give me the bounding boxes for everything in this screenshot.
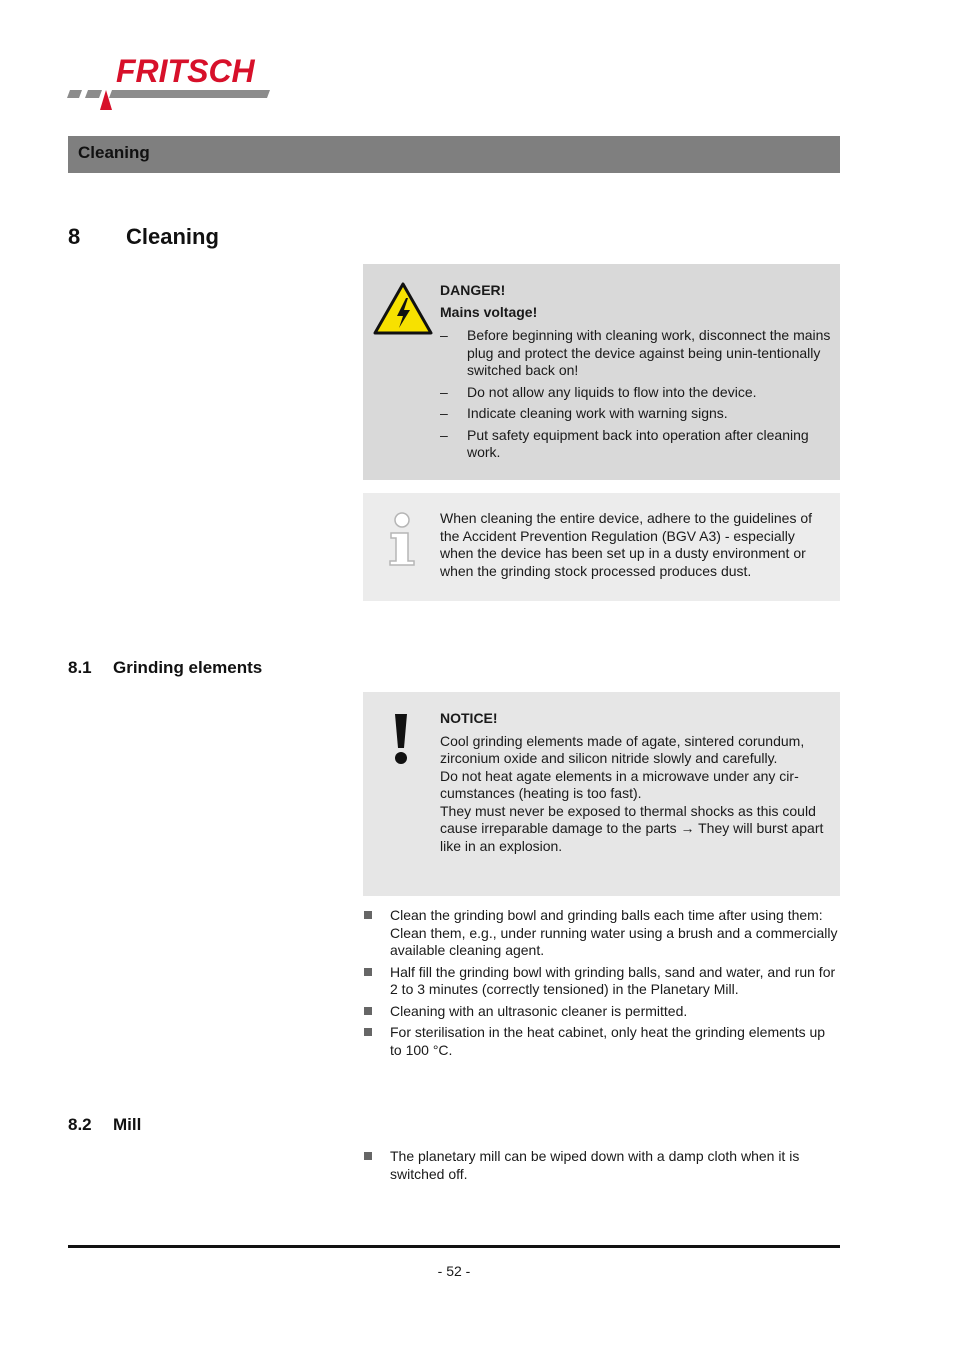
exclamation-icon (391, 710, 411, 766)
list-item: Half fill the grinding bowl with grinding balls, sand and water, and run for 2 to 3 minutes (correctly tensioned) in the Planetary Mill. (363, 964, 840, 999)
mill-list (363, 1148, 840, 1187)
info-text: When cleaning the entire device, adhere to the guidelines of the Accident Prevention Regulation (BGV A3) - especially when the device has been set up in a dusty environment or when the grinding stock processed produces dust. (440, 510, 813, 579)
danger-box (363, 264, 840, 480)
list-item: Cleaning with an ultrasonic cleaner is permitted. (363, 1003, 840, 1021)
section-8-2-number: 8.2 (68, 1115, 92, 1134)
square-bullet-icon (364, 968, 372, 976)
danger-heading: DANGER! (440, 282, 506, 298)
fritsch-logo (66, 52, 286, 112)
section-8-2-heading (68, 1115, 141, 1135)
section-header-label: Cleaning (78, 143, 150, 162)
square-bullet-icon (364, 911, 372, 919)
page-number: - 52 - (437, 1263, 471, 1279)
list-item: – Do not allow any liquids to flow into the device. (440, 384, 832, 402)
section-header-bar (68, 136, 840, 173)
info-icon (387, 511, 417, 567)
list-item: – Before beginning with cleaning work, disconnect the mains plug and protect the device against being unin-tentionally switched back on! (440, 327, 832, 380)
danger-subheading: Mains voltage! (440, 303, 538, 320)
grinding-elements-list (363, 907, 840, 1063)
section-8-1-number: 8.1 (68, 658, 92, 677)
notice-heading: NOTICE! (440, 710, 498, 726)
section-8-1-heading (68, 658, 262, 678)
list-item: For sterilisation in the heat cabinet, only heat the grinding elements up to 100 °C. (363, 1024, 840, 1059)
section-8-1-title: Grinding elements (113, 658, 263, 677)
notice-paragraph: Do not heat agate elements in a microwave under any cir-cumstances (heating is too fast). (440, 767, 799, 801)
notice-paragraph: Cool grinding elements made of agate, sintered corundum, zirconium oxide and silicon nitride slowly and carefully. (440, 732, 805, 766)
fritsch-wordmark: FRITSCH (116, 53, 255, 89)
list-item: – Put safety equipment back into operation after cleaning work. (440, 427, 832, 462)
danger-list (440, 327, 832, 462)
section-8-2-title: Mill (113, 1115, 142, 1134)
chapter-title: Cleaning (126, 224, 219, 249)
footer-rule (68, 1245, 840, 1248)
square-bullet-icon (364, 1152, 372, 1160)
info-box (363, 493, 840, 601)
list-item: Clean the grinding bowl and grinding balls each time after using them: Clean them, e.g., under running water using a brush and a commercially available cleaning agent. (363, 907, 840, 960)
high-voltage-warning-icon (372, 281, 434, 336)
square-bullet-icon (364, 1007, 372, 1015)
list-item: The planetary mill can be wiped down with a damp cloth when it is switched off. (363, 1148, 840, 1183)
list-item: – Indicate cleaning work with warning signs. (440, 405, 832, 423)
chapter-heading (68, 224, 219, 250)
notice-paragraph: They must never be exposed to thermal shocks as this could cause irreparable damage to the parts → They will burst apart like in an explosion. (440, 802, 824, 854)
chapter-number: 8 (68, 224, 81, 249)
square-bullet-icon (364, 1028, 372, 1036)
notice-box (363, 692, 840, 896)
